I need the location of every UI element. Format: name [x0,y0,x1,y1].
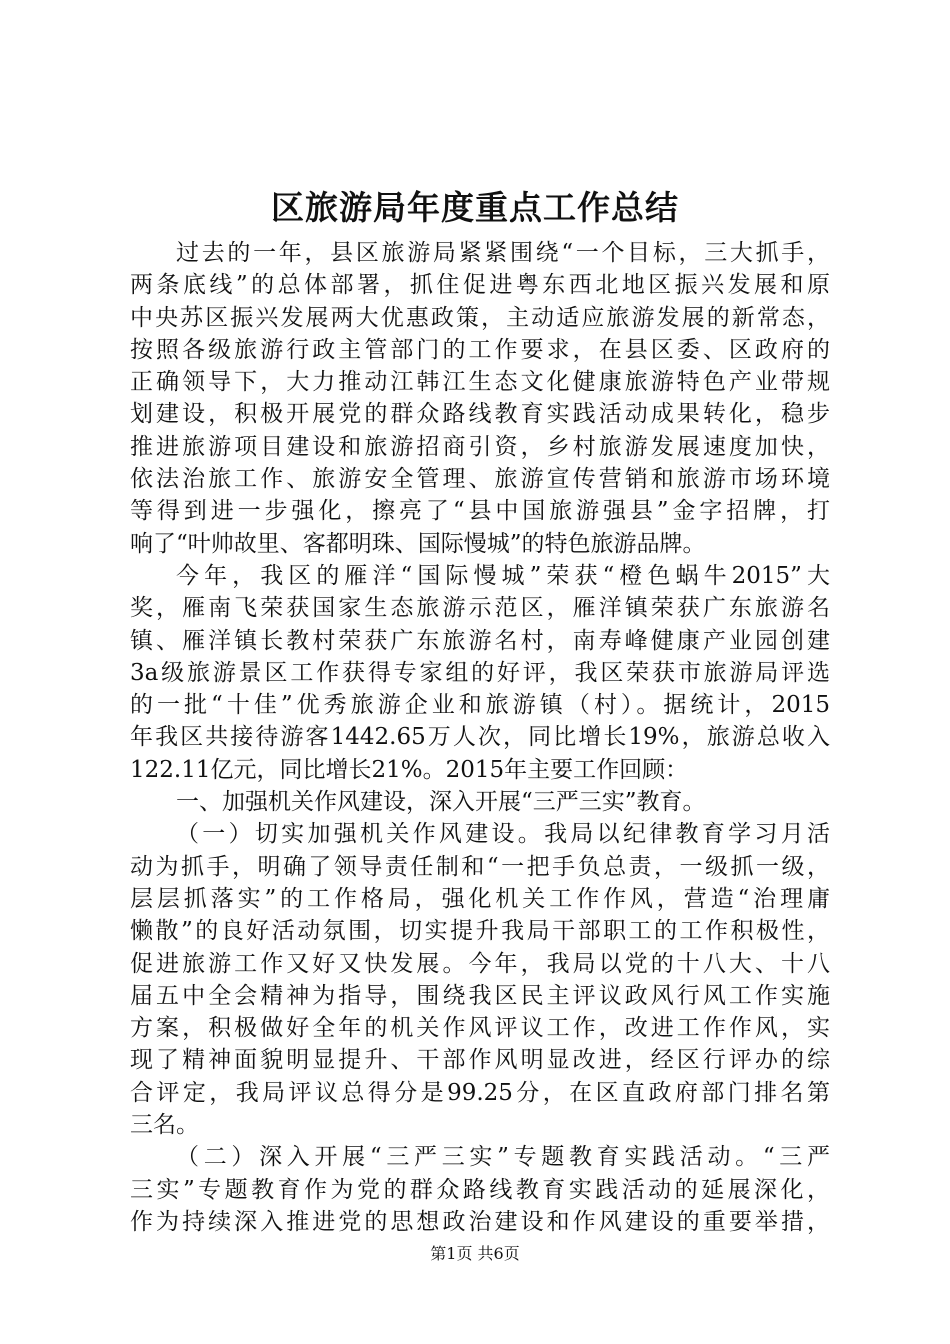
page-footer: 第1页 共6页 [430,1244,520,1263]
text-line: 划建设，积极开展党的群众路线教育实践活动成果转化，稳步 [130,401,830,428]
text-line: 三名。 [130,1112,199,1139]
text-line: 年我区共接待游客1442.65万人次，同比增长19%，旅游总收入 [130,724,830,751]
text-line: 三实”专题教育作为党的群众路线教育实践活动的延展深化， [130,1176,830,1203]
text-line: （二）深入开展“三严三实”专题教育实践活动。“三严 [176,1144,830,1171]
text-line: 按照各级旅游行政主管部门的工作要求，在县区委、区政府的 [130,336,830,363]
text-line: 中央苏区振兴发展两大优惠政策，主动适应旅游发展的新常态， [130,304,830,331]
text-line: 两条底线”的总体部署，抓住促进粤东西北地区振兴发展和原 [130,272,830,299]
text-line: 层层抓落实”的工作格局，强化机关工作作风，营造“治理庸 [130,885,830,912]
text-line: 懒散”的良好活动氛围，切实提升我局干部职工的工作积极性， [130,918,830,945]
text-line: （一）切实加强机关作风建设。我局以纪律教育学习月活 [176,821,830,848]
text-line: 合评定，我局评议总得分是99.25分，在区直政府部门排名第 [130,1079,830,1106]
text-line: 推进旅游项目建设和旅游招商引资，乡村旅游发展速度加快， [130,433,830,460]
text-line: 促进旅游工作又好又快发展。今年，我局以党的十八大、十八 [130,950,830,977]
text-line: 动为抓手，明确了领导责任制和“一把手负总责，一级抓一级， [130,853,830,880]
text-line: 的一批“十佳”优秀旅游企业和旅游镇（村）。据统计，2015 [130,692,830,719]
text-line: 届五中全会精神为指导，围绕我区民主评议政风行风工作实施 [130,982,830,1009]
text-line: 过去的一年，县区旅游局紧紧围绕“一个目标，三大抓手， [176,240,830,266]
text-line: 作为持续深入推进党的思想政治建设和作风建设的重要举措， [130,1208,830,1235]
text-line: 现了精神面貌明显提升、干部作风明显改进，经区行评办的综 [130,1047,830,1074]
text-line: 正确领导下，大力推动江韩江生态文化健康旅游特色产业带规 [130,369,830,396]
text-line: 方案，积极做好全年的机关作风评议工作，改进工作作风，实 [130,1015,830,1042]
text-line: 镇、雁洋镇长教村荣获广东旅游名村，南寿峰健康产业园创建 [130,627,830,654]
document-title: 区旅游局年度重点工作总结 [271,188,679,227]
text-line: 今年，我区的雁洋“国际慢城”荣获“橙色蜗牛2015”大 [176,562,830,589]
text-line: 122.11亿元，同比增长21%。2015年主要工作回顾： [130,756,689,783]
text-line: 等得到进一步强化，擦亮了“县中国旅游强县”金字招牌，打 [130,498,830,525]
text-line: 依法治旅工作、旅游安全管理、旅游宣传营销和旅游市场环境 [130,466,830,493]
text-line: 响了“叶帅故里、客都明珠、国际慢城”的特色旅游品牌。 [130,530,706,557]
section-heading: 一、加强机关作风建设，深入开展“三严三实”教育。 [176,789,706,816]
text-line: 3a级旅游景区工作获得专家组的好评，我区荣获市旅游局评选 [130,659,830,686]
document-body [130,237,830,1238]
text-line: 奖，雁南飞荣获国家生态旅游示范区，雁洋镇荣获广东旅游名 [130,595,830,622]
